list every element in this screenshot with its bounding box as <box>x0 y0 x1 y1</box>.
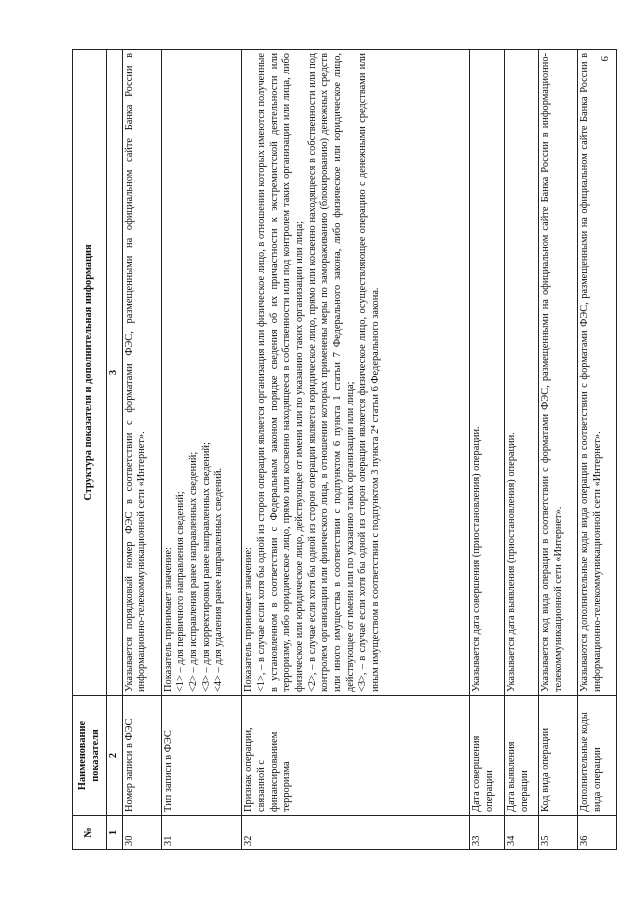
structure-line: Указывается порядковый номер ФЭС в соответствии с форматами ФЭС, размещенными на официальном сайте Банка России в информационно-телекоммуникационной сети «Интернет». <box>123 53 148 692</box>
indicator-structure <box>242 50 470 696</box>
row-number: 30 <box>122 816 161 850</box>
header-name: Наименование показателя <box>73 696 107 816</box>
table-container <box>72 50 617 850</box>
header-structure: Структура показателя и дополнительная информация <box>73 50 107 696</box>
indicator-structure <box>539 50 578 696</box>
table-header-row <box>73 50 107 850</box>
structure-line: Указывается дата совершения (приостановления) операции. <box>471 426 483 692</box>
structure-line: <1> – для первичного направления сведений; <box>175 491 187 692</box>
table-row <box>470 50 504 850</box>
structure-line: <2> – для исправления ранее направленных сведений; <box>187 451 199 692</box>
column-number-row <box>107 50 123 850</box>
table-row <box>161 50 242 850</box>
structure-line: Показатель принимает значение: <box>162 547 174 692</box>
indicator-name: Признак операции, связанной с финансированием терроризма <box>242 696 470 816</box>
indicator-structure <box>578 50 617 696</box>
indicator-structure <box>504 50 538 696</box>
structure-line: <2>, – в случае если хотя бы одной из сторон операции является юридическое лицо, прямо или косвенно находящееся в собственности или под контролем организации или физического лица, в отношении которых применены меры по замораживанию (блокированию) денежных средств или иного имущества в соответствии с подпунктом 6 пункта 1 статьи 7 Федерального закона, либо физическое или юридическое лицо, действующее от имени или по указанию таких организации или лица; <box>306 53 356 692</box>
row-number: 31 <box>161 816 242 850</box>
structure-line: Указываются дополнительные коды вида операции в соответствии с форматами ФЭС, размещенными на официальном сайте Банка России в информационно-телекоммуникационной сети «Интернет». <box>579 53 603 692</box>
row-number: 35 <box>539 816 578 850</box>
table-row <box>242 50 470 850</box>
indicator-structure <box>161 50 242 696</box>
column-number: 3 <box>107 50 123 696</box>
indicator-name: Дополнительные коды вида операции <box>578 696 617 816</box>
indicator-table <box>72 49 617 850</box>
structure-line: <4> – для удаления ранее направленных сведений. <box>213 467 225 692</box>
row-number: 34 <box>504 816 538 850</box>
row-number: 33 <box>470 816 504 850</box>
page-number: 9 <box>598 56 610 62</box>
table-row <box>504 50 538 850</box>
row-number: 36 <box>578 816 617 850</box>
row-number: 32 <box>242 816 470 850</box>
indicator-structure <box>122 50 161 696</box>
structure-line: <3> – для корректировки ранее направленных сведений; <box>200 442 212 692</box>
structure-line: Указывается дата выявления (приостановления) операции. <box>505 432 517 692</box>
indicator-name: Дата выявления операции <box>504 696 538 816</box>
table-row <box>539 50 578 850</box>
indicator-name: Номер записи в ФЭС <box>122 696 161 816</box>
header-num: № <box>73 816 107 850</box>
indicator-name: Код вида операции <box>539 696 578 816</box>
column-number: 2 <box>107 696 123 816</box>
structure-line: <1>, – в случае если хотя бы одной из сторон операции является организация или физическое лицо, в отношении которых имеются полученные в установленном в соответствии с Федеральным законом порядке сведения об их причастности к экстремистской деятельности или терроризму, либо юридическое лицо, прямо или косвенно находящееся в собственности или под контролем таких организации или лица, либо физическое или юридическое лицо, действующее от имени или по указанию таких организации или лица; <box>255 53 305 692</box>
structure-line: <3>, – в случае если хотя бы одной из сторон операции является физическое лицо, осуществляющее операцию с денежными средствами или иным имуществом в соответствии с подпунктом 3 пункта 2⁴ статьи 6 Федерального закона. <box>357 53 382 692</box>
column-number: 1 <box>107 816 123 850</box>
indicator-name: Тип записи в ФЭС <box>161 696 242 816</box>
indicator-structure <box>470 50 504 696</box>
structure-line: Показатель принимает значение: <box>243 547 255 692</box>
table-row <box>122 50 161 850</box>
table-row <box>578 50 617 850</box>
indicator-name: Дата совершения операции <box>470 696 504 816</box>
structure-line: Указывается код вида операции в соответствии с форматами ФЭС, размещенными на официальном сайте Банка России в информационно-телекоммуникационной сети «Интернет». <box>540 53 564 692</box>
